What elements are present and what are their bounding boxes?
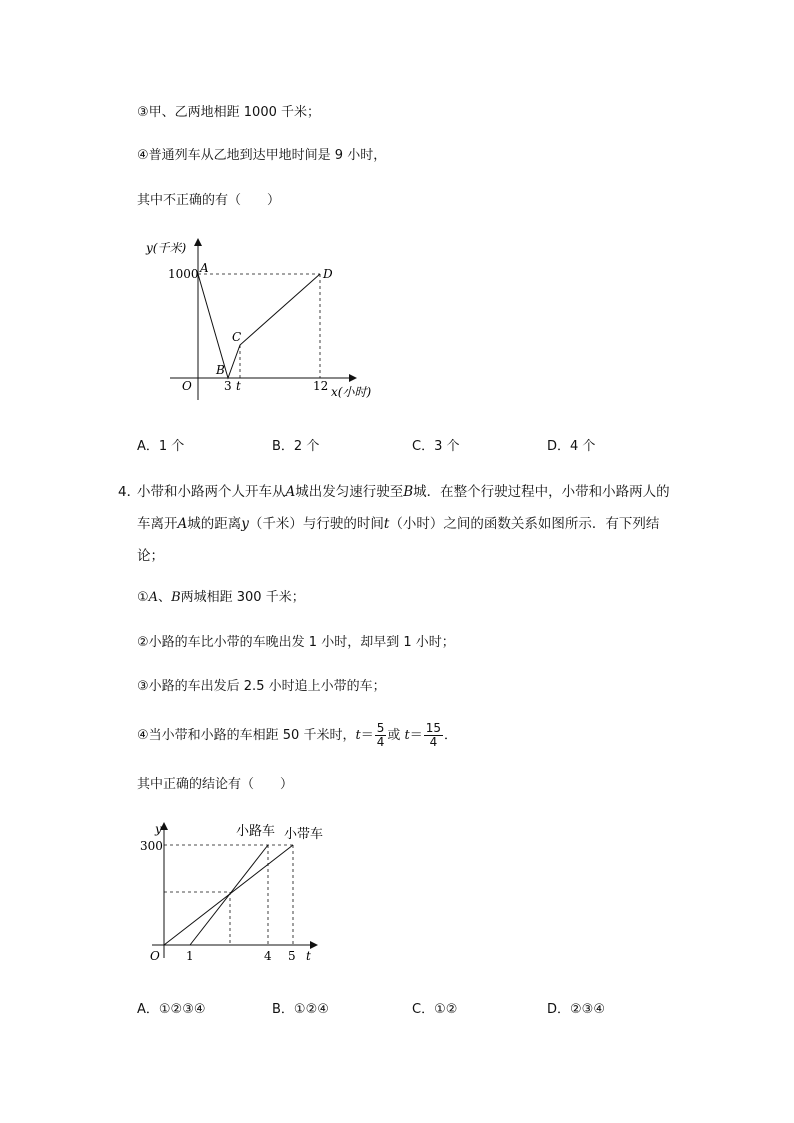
- q4-prompt: 其中正确的结论有（ ）: [137, 777, 294, 792]
- q4-x-tick-5: 5: [288, 949, 296, 963]
- q4-option-d[interactable]: D．②③④: [547, 1002, 605, 1017]
- q3-point-A: A: [200, 261, 209, 275]
- q3-x-label: x(小时): [331, 385, 372, 399]
- q3-point-C: C: [232, 330, 242, 344]
- q3-x-tick-3: 3: [224, 379, 232, 393]
- q4-statement-3: ③小路的车出发后 2.5 小时追上小带的车；: [137, 679, 386, 694]
- q4-option-b[interactable]: B．①②④: [272, 1002, 329, 1017]
- q4-x-tick-1: 1: [186, 949, 194, 963]
- q4-y-label: y: [155, 822, 162, 836]
- q3-point-D: D: [323, 267, 333, 281]
- q3-statement-3: ③甲、乙两地相距 1000 千米；: [137, 105, 321, 120]
- q4-graph: [136, 818, 376, 968]
- q3-origin: O: [182, 379, 192, 393]
- q4-x-tick-4: 4: [264, 949, 272, 963]
- q4-option-c[interactable]: C．①②: [412, 1002, 458, 1017]
- q3-x-tick-12: 12: [313, 379, 329, 393]
- q3-x-tick-t: t: [236, 379, 241, 393]
- q4-y-tick-300: 300: [140, 839, 163, 853]
- q4-line1-label: 小路车: [236, 824, 276, 839]
- q4-fraction-15-4: $\frac{15}{4}$: [425, 721, 442, 749]
- q3-option-b[interactable]: B．2 个: [272, 439, 320, 454]
- q3-statement-4: ④普通列车从乙地到达甲地时间是 9 小时，: [137, 148, 387, 163]
- q4-stem: 小带和小路两个人开车从A城出发匀速行驶至B城．在整个行驶过程中，小带和小路两人的车离开A城的距离y（千米）与行驶的时间t（小时）之间的函数关系如图所示．有下列结论；: [137, 484, 670, 564]
- q4-statement-1: ①A、B两城相距 300 千米；: [137, 590, 305, 605]
- q4-number: 4．: [118, 484, 141, 500]
- q3-option-a[interactable]: A．1 个: [137, 439, 185, 454]
- q4-line2-label: 小带车: [284, 827, 324, 842]
- q3-y-label: y(千米): [146, 241, 187, 255]
- q4-statement-4: ④当小带和小路的车相距 50 千米时，t＝ $\frac{5}{4}$ 或 t＝ $\frac{15}{4}$ ．: [137, 721, 458, 749]
- q4-option-a[interactable]: A．①②③④: [137, 1002, 206, 1017]
- q3-graph: [130, 228, 390, 408]
- q4-origin: O: [150, 949, 160, 963]
- q3-option-d[interactable]: D．4 个: [547, 439, 596, 454]
- q3-option-c[interactable]: C．3 个: [412, 439, 460, 454]
- q4-x-label: t: [306, 949, 311, 963]
- q4-statement-2: ②小路的车比小带的车晚出发 1 小时，却早到 1 小时；: [137, 635, 455, 650]
- q3-point-B: B: [216, 363, 225, 377]
- q4-line-xiaolu: [190, 845, 268, 945]
- q4-fraction-5-4: $\frac{5}{4}$: [376, 721, 385, 749]
- q3-y-tick-1000: 1000: [168, 267, 199, 281]
- q3-prompt: 其中不正确的有（ ）: [137, 193, 281, 208]
